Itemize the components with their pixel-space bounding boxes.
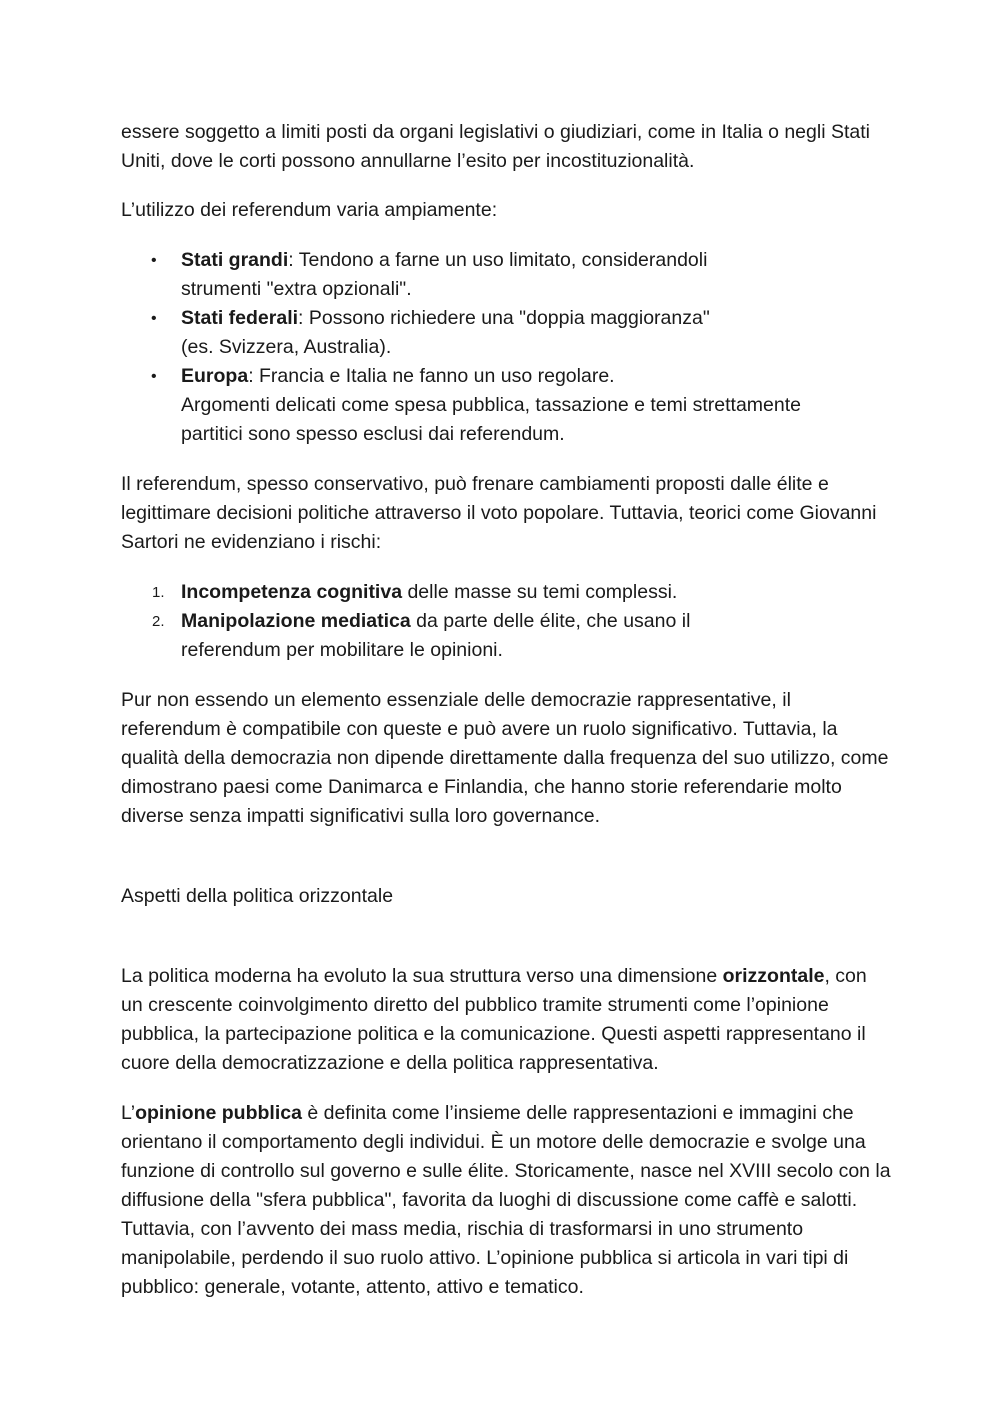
paragraph-sartori: Il referendum, spesso conservativo, può frenare cambiamenti proposti dalle élite e legittimare decisioni politiche attraverso il voto popolare. Tuttavia, teorici come Giovanni Sartori ne evidenziano i rischi: [121,473,877,553]
list-item-text: da parte delle élite, che usano il [410,610,691,632]
bullet-icon: • [151,368,157,385]
list-number: 2. [152,613,165,630]
paragraph-democracy-quality: Pur non essendo un elemento essenziale delle democrazie rappresentative, il referendum è compatibile con queste e può avere un ruolo significativo. Tuttavia, la qualità della democrazia non dipende direttamente dalla frequenza del suo utilizzo, come dimostrano paesi come Danimarca e Finlandia, che hanno storie referendarie molto diverse senza impatti significativi sulla loro governance. [121,689,889,827]
list-item-title: Manipolazione mediatica [181,610,411,632]
list-item-title: Stati federali [181,307,299,329]
list-item-text: : Possono richiedere una "doppia maggioranza" [298,307,710,329]
list-item-title: Europa [181,365,249,387]
document-page [121,118,891,1302]
bullet-list [121,246,891,449]
list-item [121,578,891,607]
bold-term: orizzontale [722,965,825,987]
list-item [121,607,891,665]
numbered-list [121,578,891,665]
paragraph-intro: essere soggetto a limiti posti da organi legislativi o giudiziari, come in Italia o negli Stati Uniti, dove le corti possono annullarne l’esito per incostituzionalità. [121,121,870,172]
list-item-text: : Tendono a farne un uso limitato, considerandoli [288,249,708,271]
section-heading: Aspetti della politica orizzontale [121,885,394,907]
list-item-text: partitici sono spesso esclusi dai referendum. [181,423,565,445]
list-item-text: strumenti "extra opzionali". [181,278,412,300]
list-item-text: (es. Svizzera, Australia). [181,336,392,358]
bullet-icon: • [151,310,157,327]
list-item-text: : Francia e Italia ne fanno un uso regolare. [248,365,615,387]
list-item [121,246,891,304]
paragraph-referendum-usage: L’utilizzo dei referendum varia ampiamente: [121,199,498,221]
list-item-title: Stati grandi [181,249,289,271]
paragraph-horizontal-politics: La politica moderna ha evoluto la sua struttura verso una dimensione orizzontale, con un crescente coinvolgimento diretto del pubblico tramite strumenti come l’opinione pubblica, la partecipazione politica e la comunicazione. Questi aspetti rappresentano il cuore della democratizzazione e della politica rappresentativa. [121,965,867,1074]
list-number: 1. [152,584,165,601]
bullet-icon: • [151,252,157,269]
paragraph-public-opinion: L’opinione pubblica è definita come l’insieme delle rappresentazioni e immagini che orientano il comportamento degli individui. È un motore delle democrazie e svolge una funzione di controllo sul governo e sulle élite. Storicamente, nasce nel XVIII secolo con la diffusione della "sfera pubblica", favorita da luoghi di discussione come caffè e salotti. Tuttavia, con l’avvento dei mass media, rischia di trasformarsi in uno strumento manipolabile, perdendo il suo ruolo attivo. L’opinione pubblica si articola in vari tipi di pubblico: generale, votante, attento, attivo e tematico. [121,1102,891,1298]
bold-term: opinione pubblica [135,1102,302,1124]
list-item-text: Argomenti delicati come spesa pubblica, tassazione e temi strettamente [181,394,801,416]
list-item-title: Incompetenza cognitiva [181,581,403,603]
list-item [121,304,891,362]
list-item-text: referendum per mobilitare le opinioni. [181,639,503,661]
list-item [121,362,891,449]
list-item-text: delle masse su temi complessi. [402,581,678,603]
